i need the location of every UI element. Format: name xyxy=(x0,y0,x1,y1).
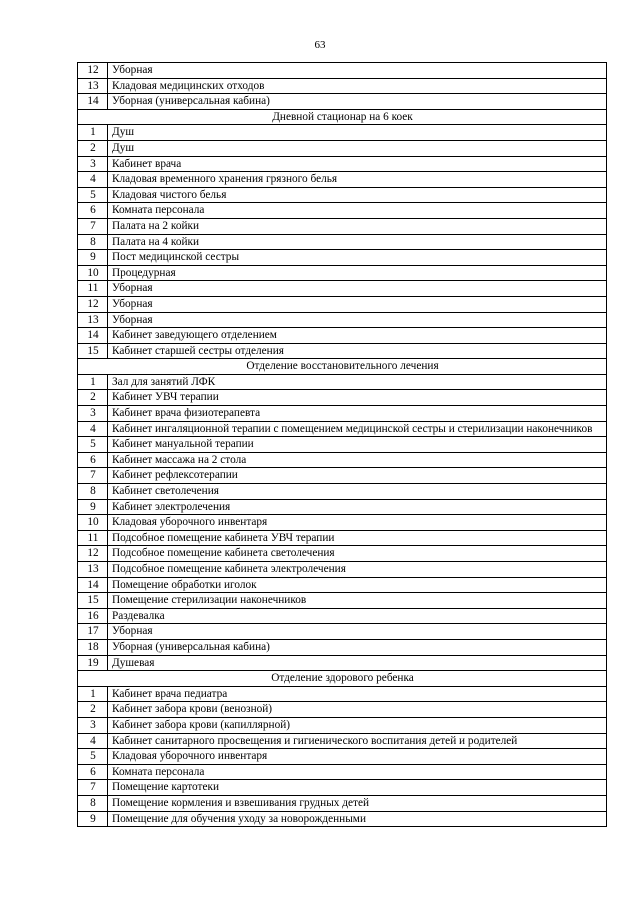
row-number: 7 xyxy=(78,780,108,796)
table-row xyxy=(78,562,607,578)
table-row xyxy=(78,811,607,827)
row-number: 9 xyxy=(78,811,108,827)
table-row xyxy=(78,265,607,281)
table-row xyxy=(78,172,607,188)
room-name: Уборная xyxy=(108,281,607,297)
room-name: Кладовая временного хранения грязного белья xyxy=(108,172,607,188)
section-title: Дневной стационар на 6 коек xyxy=(78,109,607,125)
room-name: Кабинет мануальной терапии xyxy=(108,437,607,453)
table-row xyxy=(78,530,607,546)
table-row xyxy=(78,156,607,172)
room-name: Кабинет врача педиатра xyxy=(108,686,607,702)
table-row xyxy=(78,468,607,484)
room-name: Палата на 4 койки xyxy=(108,234,607,250)
premises-table-body xyxy=(78,63,607,827)
table-row xyxy=(78,593,607,609)
row-number: 9 xyxy=(78,499,108,515)
page-number: 63 xyxy=(314,39,326,51)
table-row xyxy=(78,218,607,234)
row-number: 14 xyxy=(78,94,108,110)
row-number: 5 xyxy=(78,749,108,765)
room-name: Душ xyxy=(108,125,607,141)
row-number: 8 xyxy=(78,795,108,811)
row-number: 3 xyxy=(78,156,108,172)
table-row xyxy=(78,686,607,702)
row-number: 4 xyxy=(78,733,108,749)
room-name: Помещение кормления и взвешивания грудных детей xyxy=(108,795,607,811)
room-name: Комната персонала xyxy=(108,764,607,780)
table-row xyxy=(78,780,607,796)
row-number: 13 xyxy=(78,562,108,578)
room-name: Помещение для обучения уходу за новорожденными xyxy=(108,811,607,827)
room-name: Зал для занятий ЛФК xyxy=(108,374,607,390)
room-name: Кабинет санитарного просвещения и гигиенического воспитания детей и родителей xyxy=(108,733,607,749)
room-name: Кабинет врача физиотерапевта xyxy=(108,406,607,422)
room-name: Подсобное помещение кабинета электролечения xyxy=(108,562,607,578)
room-name: Комната персонала xyxy=(108,203,607,219)
table-row xyxy=(78,452,607,468)
table-row xyxy=(78,499,607,515)
table-row xyxy=(78,203,607,219)
row-number: 7 xyxy=(78,468,108,484)
row-number: 1 xyxy=(78,374,108,390)
row-number: 5 xyxy=(78,187,108,203)
row-number: 14 xyxy=(78,577,108,593)
row-number: 12 xyxy=(78,63,108,79)
row-number: 3 xyxy=(78,717,108,733)
premises-table xyxy=(77,62,607,827)
room-name: Кабинет забора крови (венозной) xyxy=(108,702,607,718)
room-name: Душ xyxy=(108,140,607,156)
row-number: 8 xyxy=(78,234,108,250)
table-row xyxy=(78,94,607,110)
room-name: Пост медицинской сестры xyxy=(108,250,607,266)
room-name: Кабинет забора крови (капиллярной) xyxy=(108,717,607,733)
table-row xyxy=(78,624,607,640)
table-row xyxy=(78,328,607,344)
room-name: Уборная xyxy=(108,296,607,312)
table-row xyxy=(78,281,607,297)
row-number: 2 xyxy=(78,702,108,718)
room-name: Уборная xyxy=(108,63,607,79)
table-row xyxy=(78,702,607,718)
room-name: Кладовая чистого белья xyxy=(108,187,607,203)
table-row xyxy=(78,63,607,79)
table-row xyxy=(78,250,607,266)
room-name: Кабинет УВЧ терапии xyxy=(108,390,607,406)
table-row xyxy=(78,655,607,671)
table-row xyxy=(78,390,607,406)
table-row xyxy=(78,577,607,593)
table-row xyxy=(78,437,607,453)
table-row xyxy=(78,187,607,203)
room-name: Кабинет ингаляционной терапии с помещением медицинской сестры и стерилизации наконечников xyxy=(108,421,607,437)
row-number: 15 xyxy=(78,343,108,359)
table-row xyxy=(78,639,607,655)
room-name: Уборная xyxy=(108,624,607,640)
row-number: 9 xyxy=(78,250,108,266)
section-header-row xyxy=(78,109,607,125)
row-number: 2 xyxy=(78,390,108,406)
room-name: Уборная xyxy=(108,312,607,328)
row-number: 1 xyxy=(78,125,108,141)
row-number: 19 xyxy=(78,655,108,671)
table-row xyxy=(78,343,607,359)
room-name: Кладовая уборочного инвентаря xyxy=(108,515,607,531)
row-number: 16 xyxy=(78,608,108,624)
section-title: Отделение восстановительного лечения xyxy=(78,359,607,375)
table-row xyxy=(78,717,607,733)
room-name: Кабинет врача xyxy=(108,156,607,172)
room-name: Процедурная xyxy=(108,265,607,281)
room-name: Подсобное помещение кабинета УВЧ терапии xyxy=(108,530,607,546)
room-name: Кабинет электролечения xyxy=(108,499,607,515)
row-number: 3 xyxy=(78,406,108,422)
table-row xyxy=(78,406,607,422)
row-number: 6 xyxy=(78,203,108,219)
row-number: 8 xyxy=(78,484,108,500)
room-name: Уборная (универсальная кабина) xyxy=(108,94,607,110)
row-number: 18 xyxy=(78,639,108,655)
row-number: 14 xyxy=(78,328,108,344)
table-row xyxy=(78,608,607,624)
table-row xyxy=(78,546,607,562)
room-name: Палата на 2 койки xyxy=(108,218,607,234)
room-name: Кабинет массажа на 2 стола xyxy=(108,452,607,468)
row-number: 10 xyxy=(78,265,108,281)
table-row xyxy=(78,749,607,765)
room-name: Кабинет рефлексотерапии xyxy=(108,468,607,484)
row-number: 4 xyxy=(78,421,108,437)
row-number: 6 xyxy=(78,764,108,780)
room-name: Помещение стерилизации наконечников xyxy=(108,593,607,609)
room-name: Кабинет светолечения xyxy=(108,484,607,500)
row-number: 11 xyxy=(78,530,108,546)
section-header-row xyxy=(78,359,607,375)
table-row xyxy=(78,234,607,250)
section-header-row xyxy=(78,671,607,687)
row-number: 6 xyxy=(78,452,108,468)
row-number: 1 xyxy=(78,686,108,702)
room-name: Кладовая медицинских отходов xyxy=(108,78,607,94)
table-row xyxy=(78,484,607,500)
room-name: Раздевалка xyxy=(108,608,607,624)
table-row xyxy=(78,312,607,328)
table-row xyxy=(78,515,607,531)
row-number: 13 xyxy=(78,312,108,328)
section-title: Отделение здорового ребенка xyxy=(78,671,607,687)
row-number: 13 xyxy=(78,78,108,94)
table-row xyxy=(78,296,607,312)
room-name: Помещение картотеки xyxy=(108,780,607,796)
table-row xyxy=(78,140,607,156)
table-row xyxy=(78,125,607,141)
row-number: 10 xyxy=(78,515,108,531)
row-number: 2 xyxy=(78,140,108,156)
room-name: Помещение обработки иголок xyxy=(108,577,607,593)
room-name: Душевая xyxy=(108,655,607,671)
row-number: 7 xyxy=(78,218,108,234)
row-number: 15 xyxy=(78,593,108,609)
table-row xyxy=(78,421,607,437)
table-row xyxy=(78,733,607,749)
row-number: 12 xyxy=(78,546,108,562)
room-name: Уборная (универсальная кабина) xyxy=(108,639,607,655)
row-number: 11 xyxy=(78,281,108,297)
row-number: 5 xyxy=(78,437,108,453)
room-name: Подсобное помещение кабинета светолечения xyxy=(108,546,607,562)
table-row xyxy=(78,764,607,780)
row-number: 17 xyxy=(78,624,108,640)
table-row xyxy=(78,795,607,811)
table-row xyxy=(78,374,607,390)
room-name: Кладовая уборочного инвентаря xyxy=(108,749,607,765)
table-row xyxy=(78,78,607,94)
row-number: 4 xyxy=(78,172,108,188)
room-name: Кабинет заведующего отделением xyxy=(108,328,607,344)
room-name: Кабинет старшей сестры отделения xyxy=(108,343,607,359)
row-number: 12 xyxy=(78,296,108,312)
